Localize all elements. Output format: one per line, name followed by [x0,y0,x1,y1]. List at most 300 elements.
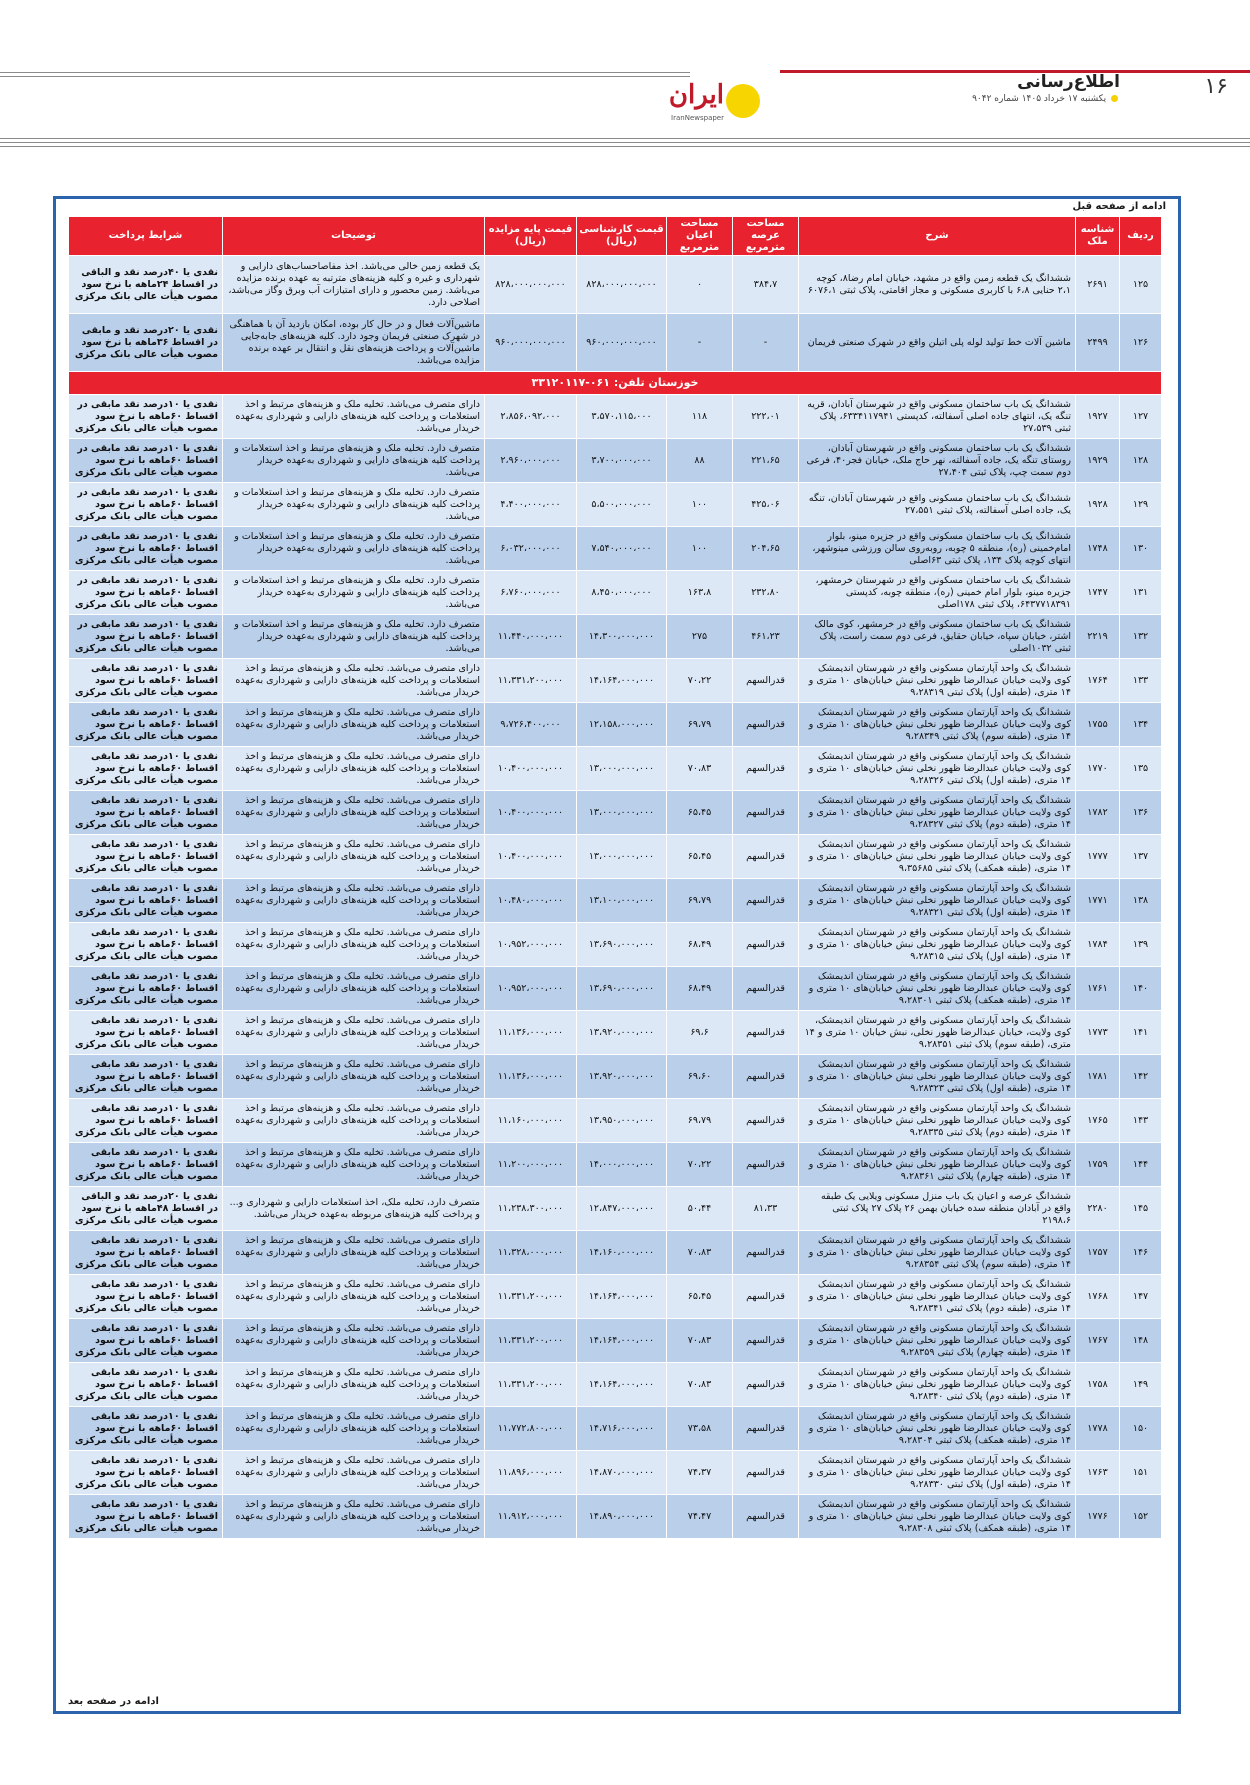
cell-desc: ششدانگ یک واحد آپارتمان مسکونی واقع در شهرستان اندیمشک کوی ولایت خیابان عبدالرضا ظهور نخلی نبش خیابان‌های ۱۰ متری و ۱۴ متری، (طبقه دوم) پلاک ثبتی ۹،۲۸۳۴۱ [799,1275,1076,1319]
table-body [69,256,1162,1539]
cell-expert: ۱۴،۳۰۰،۰۰۰،۰۰۰ [577,615,667,659]
cell-land: ۲۲۲،۰۱ [733,395,799,439]
section-header [972,72,1120,104]
cell-id: ۱۷۷۰ [1076,747,1120,791]
cell-desc: ششدانگ یک واحد آپارتمان مسکونی واقع در شهرستان اندیمشک کوی ولایت خیابان عبدالرضا ظهور نخلی نبش خیابان‌های ۱۰ متری و ۱۴ متری، (طبقه اول) پلاک ثبتی ۹،۲۸۳۳۰ [799,1451,1076,1495]
table-row [69,314,1162,372]
cell-land: قدرالسهم [733,1275,799,1319]
cell-expert: ۱۳،۹۲۰،۰۰۰،۰۰۰ [577,1055,667,1099]
cell-desc: ششدانگ یک باب ساختمان مسکونی واقع در شهرستان آبادان، تنگه یک، جاده اصلی آسفالته، پلاک ثبتی ۲۷،۵۵۱ [799,483,1076,527]
cell-note: دارای متصرف می‌باشد. تخلیه ملک و هزینه‌های مرتبط و اخذ استعلامات و پرداخت کلیه هزینه‌های دارایی و شهرداری به‌عهده خریدار می‌باشد. [223,879,485,923]
top-rule [0,76,690,77]
cell-building: ۶۹،۷۹ [667,703,733,747]
cell-base: ۹۶۰،۰۰۰،۰۰۰،۰۰۰ [485,314,577,372]
cell-base: ۱۱،۱۳۶،۰۰۰،۰۰۰ [485,1055,577,1099]
header-rule [0,138,1250,139]
header-rule [0,142,1250,143]
cell-note: دارای متصرف می‌باشد. تخلیه ملک و هزینه‌های مرتبط و اخذ استعلامات و پرداخت کلیه هزینه‌های دارایی و شهرداری به‌عهده خریدار می‌باشد. [223,395,485,439]
cell-pay: نقدی یا ۱۰درصد نقد مابقی در اقساط ۶۰ماهه با نرخ سود مصوب هیأت عالی بانک مرکزی [69,395,223,439]
cell-id: ۱۷۴۸ [1076,527,1120,571]
cell-base: ۹،۷۲۶،۴۰۰،۰۰۰ [485,703,577,747]
cell-desc: ششدانگ عرصه و اعیان یک باب منزل مسکونی ویلایی یک طبقه واقع در آبادان منطقه سده خیابان بهمن ۲۶ پلاک ۲۷ پلاک ثبتی ۲۱۹۸،۶ [799,1187,1076,1231]
cell-pay: نقدی یا ۱۰درصد نقد مابقی اقساط ۶۰ماهه با نرخ سود مصوب هیأت عالی بانک مرکزی [69,1231,223,1275]
cell-desc: ششدانگ یک باب ساختمان مسکونی واقع در جزیره مینو، بلوار امام‌خمینی (ره)، منطقه ۵ چوبه، روبه‌روی سالن ورزشی مینوشهر، انتهای کوچه پلاک ۱۳۴، پلاک ثبتی ۶۳اصلی [799,527,1076,571]
cell-desc: ششدانگ یک واحد آپارتمان مسکونی واقع در شهرستان اندیمشک کوی ولایت خیابان عبدالرضا ظهور نخلی نبش خیابان‌های ۱۰ متری و ۱۴ متری، (طبقه چهارم) پلاک ثبتی ۹،۲۸۳۶۱ [799,1143,1076,1187]
cell-id: ۱۹۲۹ [1076,439,1120,483]
section-title: اطلاع‌رسانی [1017,72,1120,92]
cell-pay: نقدی یا ۱۰درصد نقد مابقی اقساط ۶۰ماهه با نرخ سود مصوب هیأت عالی بانک مرکزی [69,659,223,703]
cell-land: قدرالسهم [733,1055,799,1099]
cell-pay: نقدی یا ۱۰درصد نقد مابقی اقساط ۶۰ماهه با نرخ سود مصوب هیأت عالی بانک مرکزی [69,747,223,791]
continued-to-note: ادامه در صفحه بعد [68,1696,159,1707]
cell-pay: نقدی یا ۱۰درصد نقد مابقی اقساط ۶۰ماهه با نرخ سود مصوب هیأت عالی بانک مرکزی [69,967,223,1011]
cell-building: ۶۸،۴۹ [667,967,733,1011]
cell-building: ۷۴،۳۷ [667,1451,733,1495]
cell-desc: ششدانگ یک واحد آپارتمان مسکونی واقع در شهرستان اندیمشک کوی ولایت خیابان عبدالرضا ظهور نخلی نبش خیابان‌های ۱۰ متری و ۱۴ متری، (طبقه دوم) پلاک ثبتی ۹،۲۸۳۴۰ [799,1363,1076,1407]
cell-expert: ۹۶۰،۰۰۰،۰۰۰،۰۰۰ [577,314,667,372]
cell-id: ۱۷۷۳ [1076,1011,1120,1055]
cell-no: ۱۴۰ [1120,967,1162,1011]
cell-building: ۷۰،۲۲ [667,1143,733,1187]
cell-desc: ششدانگ یک واحد آپارتمان مسکونی واقع در شهرستان اندیمشک کوی ولایت خیابان عبدالرضا ظهور نخلی نبش خیابان‌های ۱۰ متری و ۱۴ متری، (طبقه اول) پلاک ثبتی ۹،۲۸۳۲۱ [799,879,1076,923]
cell-id: ۱۷۷۶ [1076,1495,1120,1539]
cell-desc: ششدانگ یک باب ساختمان مسکونی واقع در شهرستان آبادان، روستای تنگه یک، جاده آسفالته، نهر حاج ملک، خیابان فجر۴۰، فرعی دوم سمت چپ، پلاک ثبتی ۲۷،۴۰۴ [799,439,1076,483]
cell-pay: نقدی یا ۲۰درصد نقد و الباقی در اقساط ۴۸ماهه با نرخ سود مصوب هیأت عالی بانک مرکزی [69,1187,223,1231]
cell-expert: ۱۳،۹۲۰،۰۰۰،۰۰۰ [577,1011,667,1055]
cell-land: قدرالسهم [733,923,799,967]
page-number: ۱۶ [1204,74,1228,99]
cell-desc: ششدانگ یک واحد آپارتمان مسکونی واقع در شهرستان اندیمشک کوی ولایت خیابان عبدالرضا ظهور نخلی نبش خیابان‌های ۱۰ متری و ۱۴ متری، (طبقه چهارم) پلاک ثبتی ۹،۲۸۳۵۹ [799,1319,1076,1363]
table-header-row [69,217,1162,256]
cell-desc: ششدانگ یک واحد آپارتمان مسکونی واقع در شهرستان اندیمشک کوی ولایت خیابان عبدالرضا ظهور نخلی نبش خیابان‌های ۱۰ متری و ۱۴ متری، (طبقه دوم) پلاک ثبتی ۹،۲۸۳۲۷ [799,791,1076,835]
cell-building: ۷۰،۸۳ [667,1231,733,1275]
cell-building: ۸۸ [667,439,733,483]
cell-building: ۷۰،۸۳ [667,1363,733,1407]
col-header: قیمت پایه مزایده (ریال) [485,217,577,256]
cell-base: ۱۱،۱۳۶،۰۰۰،۰۰۰ [485,1011,577,1055]
cell-desc: ششدانگ یک باب ساختمان مسکونی واقع در شهرستان خرمشهر، جزیره مینو، بلوار امام خمینی (ره)، منطقه چوبه، کدپستی ۶۴۳۷۷۱۸۳۹۱، پلاک ثبتی ۱۷۸اصلی [799,571,1076,615]
cell-base: ۱۰،۹۵۲،۰۰۰،۰۰۰ [485,923,577,967]
cell-expert: ۱۳،۰۰۰،۰۰۰،۰۰۰ [577,747,667,791]
cell-land: ۳۸۴،۷ [733,256,799,314]
cell-building: ۷۳،۵۸ [667,1407,733,1451]
cell-no: ۱۴۹ [1120,1363,1162,1407]
cell-note: دارای متصرف می‌باشد. تخلیه ملک و هزینه‌های مرتبط و اخذ استعلامات و پرداخت کلیه هزینه‌های دارایی و شهرداری به‌عهده خریدار می‌باشد. [223,1407,485,1451]
cell-note: متصرف دارد. تخلیه ملک و هزینه‌های مرتبط و اخذ استعلامات و پرداخت کلیه هزینه‌های دارایی و شهرداری به‌عهده خریدار می‌باشد. [223,483,485,527]
cell-expert: ۱۴،۸۷۰،۰۰۰،۰۰۰ [577,1451,667,1495]
top-rule [0,72,690,73]
cell-building: ۷۴،۴۷ [667,1495,733,1539]
cell-pay: نقدی یا ۱۰درصد نقد مابقی در اقساط ۶۰ماهه با نرخ سود مصوب هیأت عالی بانک مرکزی [69,571,223,615]
cell-expert: ۱۴،۱۶۴،۰۰۰،۰۰۰ [577,1363,667,1407]
cell-id: ۱۷۵۹ [1076,1143,1120,1187]
cell-no: ۱۳۶ [1120,791,1162,835]
cell-base: ۱۰،۴۸۰،۰۰۰،۰۰۰ [485,879,577,923]
cell-note: دارای متصرف می‌باشد. تخلیه ملک و هزینه‌های مرتبط و اخذ استعلامات و پرداخت کلیه هزینه‌های دارایی و شهرداری به‌عهده خریدار می‌باشد. [223,791,485,835]
cell-id: ۱۷۶۳ [1076,1451,1120,1495]
cell-id: ۱۷۸۱ [1076,1055,1120,1099]
cell-note: دارای متصرف می‌باشد. تخلیه ملک و هزینه‌های مرتبط و اخذ استعلامات و پرداخت کلیه هزینه‌های دارایی و شهرداری به‌عهده خریدار می‌باشد. [223,1319,485,1363]
cell-no: ۱۳۵ [1120,747,1162,791]
cell-no: ۱۵۱ [1120,1451,1162,1495]
cell-note: متصرف دارد، تخلیه ملک، اخذ استعلامات دارایی و شهرداری و... و پرداخت کلیه هزینه‌های مربوطه به‌عهده خریدار می‌باشد. [223,1187,485,1231]
logo-text: ایران [668,80,724,110]
table-row [69,395,1162,439]
col-header: مساحت اعیان مترمربع [667,217,733,256]
table-row [69,1143,1162,1187]
col-header: مساحت عرصه مترمربع [733,217,799,256]
cell-id: ۲۲۸۰ [1076,1187,1120,1231]
cell-base: ۱۱،۳۳۱،۲۰۰،۰۰۰ [485,1319,577,1363]
cell-no: ۱۴۸ [1120,1319,1162,1363]
cell-pay: نقدی یا ۱۰درصد نقد مابقی در اقساط ۶۰ماهه با نرخ سود مصوب هیأت عالی بانک مرکزی [69,527,223,571]
cell-base: ۱۱،۳۳۱،۲۰۰،۰۰۰ [485,659,577,703]
cell-building: ۵۰،۴۴ [667,1187,733,1231]
cell-note: دارای متصرف می‌باشد. تخلیه ملک و هزینه‌های مرتبط و اخذ استعلامات و پرداخت کلیه هزینه‌های دارایی و شهرداری به‌عهده خریدار می‌باشد. [223,659,485,703]
cell-no: ۱۴۲ [1120,1055,1162,1099]
cell-land: قدرالسهم [733,1451,799,1495]
cell-note: ماشین‌آلات فعال و در حال کار بوده، امکان بازدید آن با هماهنگی در شهرک صنعتی فریمان وجود دارد. کلیه هزینه‌های جابه‌جایی ماشین‌آلات و پرداخت هزینه‌های نقل و انتقال بر عهده برنده مزایده می‌باشد. [223,314,485,372]
table-row [69,1275,1162,1319]
cell-base: ۱۰،۴۰۰،۰۰۰،۰۰۰ [485,791,577,835]
cell-desc: ششدانگ یک واحد آپارتمان مسکونی واقع در شهرستان اندیمشک کوی ولایت خیابان عبدالرضا ظهور نخلی نبش خیابان‌های ۱۰ متری و ۱۴ متری، (طبقه همکف) پلاک ثبتی ۹،۲۸۳۰۸ [799,1495,1076,1539]
cell-note: متصرف دارد. تخلیه ملک و هزینه‌های مرتبط و اخذ استعلامات و پرداخت کلیه هزینه‌های دارایی و شهرداری به‌عهده خریدار می‌باشد. [223,439,485,483]
cell-base: ۱۱،۱۶۰،۰۰۰،۰۰۰ [485,1099,577,1143]
cell-desc: ششدانگ یک باب ساختمان مسکونی واقع در خرمشهر، کوی مالک اشتر، خیابان سپاه، خیابان حقایق، فرعی دوم سمت راست، پلاک ثبتی ۱۰۳۲اصلی [799,615,1076,659]
cell-pay: نقدی یا ۲۰درصد نقد و مابقی در اقساط ۳۶ماهه با نرخ سود مصوب هیأت عالی بانک مرکزی [69,314,223,372]
cell-id: ۱۹۲۸ [1076,483,1120,527]
cell-land: ۴۶۱،۲۳ [733,615,799,659]
cell-land: ۲۳۲،۸۰ [733,571,799,615]
table-row [69,1055,1162,1099]
cell-note: متصرف دارد. تخلیه ملک و هزینه‌های مرتبط و اخذ استعلامات و پرداخت کلیه هزینه‌های دارایی و شهرداری به‌عهده خریدار می‌باشد. [223,527,485,571]
cell-pay: نقدی یا ۴۰درصد نقد و الباقی در اقساط ۲۴ماهه با نرخ سود مصوب هیأت عالی بانک مرکزی [69,256,223,314]
cell-expert: ۱۴،۷۱۶،۰۰۰،۰۰۰ [577,1407,667,1451]
table-row [69,1495,1162,1539]
cell-id: ۱۷۵۸ [1076,1363,1120,1407]
cell-no: ۱۲۶ [1120,314,1162,372]
cell-no: ۱۲۷ [1120,395,1162,439]
col-header: شرایط پرداخت [69,217,223,256]
cell-land: قدرالسهم [733,1495,799,1539]
cell-base: ۱۱،۲۳۸،۳۰۰،۰۰۰ [485,1187,577,1231]
cell-no: ۱۲۸ [1120,439,1162,483]
cell-base: ۱۰،۴۰۰،۰۰۰،۰۰۰ [485,747,577,791]
cell-land: قدرالسهم [733,835,799,879]
cell-base: ۲،۹۶۰،۰۰۰،۰۰۰ [485,439,577,483]
cell-building: ۷۰،۸۳ [667,1319,733,1363]
cell-no: ۱۳۱ [1120,571,1162,615]
cell-base: ۱۱،۳۳۱،۲۰۰،۰۰۰ [485,1363,577,1407]
cell-land: قدرالسهم [733,1011,799,1055]
cell-building: ۱۱۸ [667,395,733,439]
table-row [69,615,1162,659]
cell-desc: ششدانگ یک واحد آپارتمان مسکونی واقع در شهرستان اندیمشک کوی ولایت خیابان عبدالرضا ظهور نخلی نبش خیابان‌های ۱۰ متری و ۱۴ متری، (طبقه اول) پلاک ثبتی ۹،۲۸۳۱۵ [799,923,1076,967]
cell-note: یک قطعه زمین خالی می‌باشد. اخذ مفاصاحساب‌های دارایی و شهرداری و غیره و کلیه هزینه‌های مترتبه به عهده برنده مزایده می‌باشد. زمین محصور و دارای امتیازات آب وبرق وگاز می‌باشد، اصلاحی دارد. [223,256,485,314]
cell-base: ۸۲۸،۰۰۰،۰۰۰،۰۰۰ [485,256,577,314]
cell-id: ۱۷۶۵ [1076,1099,1120,1143]
cell-desc: ششدانگ یک واحد آپارتمان مسکونی واقع در شهرستان اندیمشک کوی ولایت خیابان عبدالرضا ظهور نخلی نبش خیابان‌های ۱۰ متری و ۱۴ متری، (طبقه دوم) پلاک ثبتی ۹،۲۸۳۳۵ [799,1099,1076,1143]
table-row [69,791,1162,835]
cell-desc: ششدانگ یک واحد آپارتمان مسکونی واقع در شهرستان اندیمشک کوی ولایت خیابان عبدالرضا ظهور نخلی نبش خیابان‌های ۱۰ متری و ۱۴ متری، (طبقه سوم) پلاک ثبتی ۹،۲۸۳۵۴ [799,1231,1076,1275]
cell-building: ۲۷۵ [667,615,733,659]
date-line: یکشنبه ۱۷ خرداد ۱۴۰۵ شماره ۹۰۴۲ [972,94,1120,104]
table-row [69,1363,1162,1407]
cell-land: ۸۱،۳۳ [733,1187,799,1231]
cell-note: دارای متصرف می‌باشد. تخلیه ملک و هزینه‌های مرتبط و اخذ استعلامات و پرداخت کلیه هزینه‌های دارایی و شهرداری به‌عهده خریدار می‌باشد. [223,1495,485,1539]
logo-subtitle: IranNewspaper [671,114,724,122]
cell-expert: ۱۴،۱۶۰،۰۰۰،۰۰۰ [577,1231,667,1275]
cell-no: ۱۳۸ [1120,879,1162,923]
table-row [69,1319,1162,1363]
col-header: شناسه ملک [1076,217,1120,256]
table-row [69,527,1162,571]
table-row [69,439,1162,483]
table-row [69,1011,1162,1055]
cell-no: ۱۳۲ [1120,615,1162,659]
cell-base: ۶،۰۳۲،۰۰۰،۰۰۰ [485,527,577,571]
cell-expert: ۵،۵۰۰،۰۰۰،۰۰۰ [577,483,667,527]
cell-id: ۱۷۵۷ [1076,1231,1120,1275]
cell-land: ۴۲۵،۰۶ [733,483,799,527]
cell-id: ۱۷۷۸ [1076,1407,1120,1451]
cell-id: ۱۷۴۷ [1076,571,1120,615]
cell-land: قدرالسهم [733,659,799,703]
cell-base: ۴،۴۰۰،۰۰۰،۰۰۰ [485,483,577,527]
cell-pay: نقدی یا ۱۰درصد نقد مابقی در اقساط ۶۰ماهه با نرخ سود مصوب هیأت عالی بانک مرکزی [69,483,223,527]
cell-pay: نقدی یا ۱۰درصد نقد مابقی اقساط ۶۰ماهه با نرخ سود مصوب هیأت عالی بانک مرکزی [69,923,223,967]
cell-expert: ۱۴،۱۶۴،۰۰۰،۰۰۰ [577,1319,667,1363]
cell-land: قدرالسهم [733,1143,799,1187]
cell-land: قدرالسهم [733,967,799,1011]
cell-base: ۱۱،۸۹۶،۰۰۰،۰۰۰ [485,1451,577,1495]
cell-no: ۱۲۹ [1120,483,1162,527]
cell-desc: ششدانگ یک واحد آپارتمان مسکونی واقع در شهرستان اندیمشک کوی ولایت خیابان عبدالرضا ظهور نخلی نبش خیابان‌های ۱۰ متری و ۱۴ متری، (طبقه همکف) پلاک ثبتی ۹،۲۸۳۰۱ [799,967,1076,1011]
cell-expert: ۱۴،۱۶۴،۰۰۰،۰۰۰ [577,1275,667,1319]
table-row [69,1231,1162,1275]
table-row [69,483,1162,527]
cell-expert: ۸۲۸،۰۰۰،۰۰۰،۰۰۰ [577,256,667,314]
cell-base: ۱۱،۲۰۰،۰۰۰،۰۰۰ [485,1143,577,1187]
cell-expert: ۱۴،۱۶۴،۰۰۰،۰۰۰ [577,659,667,703]
cell-no: ۱۳۴ [1120,703,1162,747]
cell-land: قدرالسهم [733,1099,799,1143]
table-row [69,1099,1162,1143]
cell-building: - [667,314,733,372]
table-row [69,879,1162,923]
cell-note: دارای متصرف می‌باشد. تخلیه ملک و هزینه‌های مرتبط و اخذ استعلامات و پرداخت کلیه هزینه‌های دارایی و شهرداری به‌عهده خریدار می‌باشد. [223,1363,485,1407]
cell-id: ۲۴۹۹ [1076,314,1120,372]
table-row [69,256,1162,314]
cell-note: دارای متصرف می‌باشد. تخلیه ملک و هزینه‌های مرتبط و اخذ استعلامات و پرداخت کلیه هزینه‌های دارایی و شهرداری به‌عهده خریدار می‌باشد. [223,1055,485,1099]
cell-base: ۶،۷۶۰،۰۰۰،۰۰۰ [485,571,577,615]
cell-base: ۱۱،۳۲۸،۰۰۰،۰۰۰ [485,1231,577,1275]
cell-expert: ۱۳،۰۰۰،۰۰۰،۰۰۰ [577,791,667,835]
cell-pay: نقدی یا ۱۰درصد نقد مابقی در اقساط ۶۰ماهه با نرخ سود مصوب هیأت عالی بانک مرکزی [69,439,223,483]
cell-no: ۱۴۶ [1120,1231,1162,1275]
cell-note: متصرف دارد. تخلیه ملک و هزینه‌های مرتبط و اخذ استعلامات و پرداخت کلیه هزینه‌های دارایی و شهرداری به‌عهده خریدار می‌باشد. [223,615,485,659]
cell-expert: ۱۳،۹۵۰،۰۰۰،۰۰۰ [577,1099,667,1143]
cell-note: دارای متصرف می‌باشد. تخلیه ملک و هزینه‌های مرتبط و اخذ استعلامات و پرداخت کلیه هزینه‌های دارایی و شهرداری به‌عهده خریدار می‌باشد. [223,1451,485,1495]
cell-base: ۲،۸۵۶،۰۹۲،۰۰۰ [485,395,577,439]
cell-building: ۱۶۳،۸ [667,571,733,615]
cell-expert: ۱۳،۰۰۰،۰۰۰،۰۰۰ [577,835,667,879]
cell-pay: نقدی یا ۱۰درصد نقد مابقی اقساط ۶۰ماهه با نرخ سود مصوب هیأت عالی بانک مرکزی [69,879,223,923]
col-header: توضیحات [223,217,485,256]
auction-table [68,216,1162,1539]
cell-no: ۱۵۰ [1120,1407,1162,1451]
auction-notice-frame [53,196,1181,1714]
cell-desc: ششدانگ یک واحد آپارتمان مسکونی واقع در شهرستان اندیمشک کوی ولایت خیابان عبدالرضا ظهور نخلی نبش خیابان‌های ۱۰ متری و ۱۴ متری، (طبقه همکف) پلاک ثبتی ۹،۳۵۶۸۵ [799,835,1076,879]
cell-pay: نقدی یا ۱۰درصد نقد مابقی اقساط ۶۰ماهه با نرخ سود مصوب هیأت عالی بانک مرکزی [69,1275,223,1319]
dot-icon [1111,95,1118,102]
continued-from-note: ادامه از صفحه قبل [1072,201,1166,212]
cell-desc: ششدانگ یک واحد آپارتمان مسکونی واقع در شهرستان اندیمشک کوی ولایت خیابان عبدالرضا ظهور نخلی نبش خیابان‌های ۱۰ متری و ۱۴ متری، (طبقه همکف) پلاک ثبتی ۹،۲۸۳۰۴ [799,1407,1076,1451]
cell-no: ۱۴۵ [1120,1187,1162,1231]
cell-no: ۱۴۳ [1120,1099,1162,1143]
cell-expert: ۸،۴۵۰،۰۰۰،۰۰۰ [577,571,667,615]
cell-building: ۶۹،۶ [667,1011,733,1055]
table-row [69,659,1162,703]
cell-no: ۱۵۲ [1120,1495,1162,1539]
cell-pay: نقدی یا ۱۰درصد نقد مابقی اقساط ۶۰ماهه با نرخ سود مصوب هیأت عالی بانک مرکزی [69,1055,223,1099]
cell-land: قدرالسهم [733,1407,799,1451]
col-header: ردیف [1120,217,1162,256]
cell-building: ۰ [667,256,733,314]
cell-pay: نقدی یا ۱۰درصد نقد مابقی در اقساط ۶۰ماهه با نرخ سود مصوب هیأت عالی بانک مرکزی [69,615,223,659]
cell-note: دارای متصرف می‌باشد. تخلیه ملک و هزینه‌های مرتبط و اخذ استعلامات و پرداخت کلیه هزینه‌های دارایی و شهرداری به‌عهده خریدار می‌باشد. [223,1231,485,1275]
cell-no: ۱۳۹ [1120,923,1162,967]
cell-note: دارای متصرف می‌باشد. تخلیه ملک و هزینه‌های مرتبط و اخذ استعلامات و پرداخت کلیه هزینه‌های دارایی و شهرداری به‌عهده خریدار می‌باشد. [223,923,485,967]
cell-no: ۱۲۵ [1120,256,1162,314]
cell-land: - [733,314,799,372]
cell-pay: نقدی یا ۱۰درصد نقد مابقی اقساط ۶۰ماهه با نرخ سود مصوب هیأت عالی بانک مرکزی [69,1143,223,1187]
cell-base: ۱۱،۷۷۲،۸۰۰،۰۰۰ [485,1407,577,1451]
cell-id: ۱۷۷۷ [1076,835,1120,879]
cell-building: ۶۵،۴۵ [667,791,733,835]
cell-desc: ششدانگ یک واحد آپارتمان مسکونی واقع در شهرستان اندیمشک کوی ولایت خیابان عبدالرضا ظهور نخلی نبش خیابان‌های ۱۰ متری و ۱۴ متری، (طبقه اول) پلاک ثبتی ۹،۲۸۳۲۳ [799,1055,1076,1099]
cell-pay: نقدی یا ۱۰درصد نقد مابقی اقساط ۶۰ماهه با نرخ سود مصوب هیأت عالی بانک مرکزی [69,1099,223,1143]
cell-pay: نقدی یا ۱۰درصد نقد مابقی اقساط ۶۰ماهه با نرخ سود مصوب هیأت عالی بانک مرکزی [69,1407,223,1451]
cell-land: قدرالسهم [733,1231,799,1275]
cell-id: ۲۶۹۱ [1076,256,1120,314]
table-row [69,835,1162,879]
cell-id: ۱۷۶۴ [1076,659,1120,703]
cell-building: ۷۰،۸۳ [667,747,733,791]
cell-building: ۶۹،۷۹ [667,1099,733,1143]
cell-id: ۱۹۲۷ [1076,395,1120,439]
cell-desc: ششدانگ یک واحد آپارتمان مسکونی واقع در شهرستان اندیمشک کوی ولایت خیابان عبدالرضا ظهور نخلی نبش خیابان‌های ۱۰ متری و ۱۴ متری، (طبقه اول) پلاک ثبتی ۹،۲۸۳۱۹ [799,659,1076,703]
cell-desc: ششدانگ یک قطعه زمین واقع در مشهد، خیابان امام رضا۸، کوچه ۲،۱ حنایی ۶،۸ با کاربری مسکونی و مجاز اقامتی، پلاک ثبتی ۶۰۷۶،۱ [799,256,1076,314]
cell-pay: نقدی یا ۱۰درصد نقد مابقی اقساط ۶۰ماهه با نرخ سود مصوب هیأت عالی بانک مرکزی [69,791,223,835]
cell-expert: ۱۲،۸۴۷،۰۰۰،۰۰۰ [577,1187,667,1231]
cell-pay: نقدی یا ۱۰درصد نقد مابقی اقساط ۶۰ماهه با نرخ سود مصوب هیأت عالی بانک مرکزی [69,1319,223,1363]
cell-building: ۱۰۰ [667,527,733,571]
cell-expert: ۱۳،۱۰۰،۰۰۰،۰۰۰ [577,879,667,923]
cell-base: ۱۱،۳۳۱،۲۰۰،۰۰۰ [485,1275,577,1319]
newspaper-logo [660,78,760,126]
cell-base: ۱۱،۴۴۰،۰۰۰،۰۰۰ [485,615,577,659]
cell-desc: ششدانگ یک واحد آپارتمان مسکونی واقع در شهرستان اندیمشک، کوی ولایت، خیابان عبدالرضا ظهور نخلی، نبش خیابان ۱۰ متری و ۱۴ متری، (طبقه سوم) پلاک ثبتی ۹،۲۸۳۵۱ [799,1011,1076,1055]
cell-no: ۱۴۱ [1120,1011,1162,1055]
cell-land: قدرالسهم [733,879,799,923]
cell-note: دارای متصرف می‌باشد. تخلیه ملک و هزینه‌های مرتبط و اخذ استعلامات و پرداخت کلیه هزینه‌های دارایی و شهرداری به‌عهده خریدار می‌باشد. [223,747,485,791]
sun-icon [726,84,760,118]
cell-pay: نقدی یا ۱۰درصد نقد مابقی اقساط ۶۰ماهه با نرخ سود مصوب هیأت عالی بانک مرکزی [69,703,223,747]
cell-building: ۶۵،۴۵ [667,1275,733,1319]
cell-building: ۷۰،۲۲ [667,659,733,703]
cell-expert: ۱۴،۰۰۰،۰۰۰،۰۰۰ [577,1143,667,1187]
table-row [69,967,1162,1011]
table-row [69,747,1162,791]
cell-pay: نقدی یا ۱۰درصد نقد مابقی اقساط ۶۰ماهه با نرخ سود مصوب هیأت عالی بانک مرکزی [69,1495,223,1539]
cell-note: دارای متصرف می‌باشد. تخلیه ملک و هزینه‌های مرتبط و اخذ استعلامات و پرداخت کلیه هزینه‌های دارایی و شهرداری به‌عهده خریدار می‌باشد. [223,1275,485,1319]
cell-expert: ۱۳،۶۹۰،۰۰۰،۰۰۰ [577,923,667,967]
cell-land: قدرالسهم [733,1319,799,1363]
cell-id: ۱۷۵۵ [1076,703,1120,747]
cell-id: ۱۷۶۷ [1076,1319,1120,1363]
cell-no: ۱۴۴ [1120,1143,1162,1187]
cell-expert: ۷،۵۴۰،۰۰۰،۰۰۰ [577,527,667,571]
table-row [69,571,1162,615]
cell-land: قدرالسهم [733,747,799,791]
cell-no: ۱۴۷ [1120,1275,1162,1319]
cell-expert: ۱۳،۶۹۰،۰۰۰،۰۰۰ [577,967,667,1011]
cell-pay: نقدی یا ۱۰درصد نقد مابقی اقساط ۶۰ماهه با نرخ سود مصوب هیأت عالی بانک مرکزی [69,1363,223,1407]
cell-id: ۱۷۸۴ [1076,923,1120,967]
cell-id: ۱۷۶۸ [1076,1275,1120,1319]
cell-id: ۱۷۸۲ [1076,791,1120,835]
cell-expert: ۳،۵۷۰،۱۱۵،۰۰۰ [577,395,667,439]
cell-building: ۶۵،۴۵ [667,835,733,879]
cell-pay: نقدی یا ۱۰درصد نقد مابقی اقساط ۶۰ماهه با نرخ سود مصوب هیأت عالی بانک مرکزی [69,1011,223,1055]
region-heading: خوزستان تلفن: ۰۶۱-۳۳۱۲۰۱۱۷ [69,372,1162,395]
cell-desc: ماشین آلات خط تولید لوله پلی اتیلن واقع در شهرک صنعتی فریمان [799,314,1076,372]
region-row [69,372,1162,395]
cell-pay: نقدی یا ۱۰درصد نقد مابقی اقساط ۶۰ماهه با نرخ سود مصوب هیأت عالی بانک مرکزی [69,1451,223,1495]
cell-id: ۱۷۶۱ [1076,967,1120,1011]
cell-land: ۲۰۴،۶۵ [733,527,799,571]
cell-land: ۲۲۱،۶۵ [733,439,799,483]
cell-building: ۶۹،۷۹ [667,879,733,923]
table-row [69,1407,1162,1451]
cell-note: دارای متصرف می‌باشد. تخلیه ملک و هزینه‌های مرتبط و اخذ استعلامات و پرداخت کلیه هزینه‌های دارایی و شهرداری به‌عهده خریدار می‌باشد. [223,703,485,747]
cell-desc: ششدانگ یک واحد آپارتمان مسکونی واقع در شهرستان اندیمشک کوی ولایت خیابان عبدالرضا ظهور نخلی نبش خیابان‌های ۱۰ متری و ۱۴ متری، (طبقه اول) پلاک ثبتی ۹،۲۸۳۲۶ [799,747,1076,791]
cell-building: ۶۹،۶۰ [667,1055,733,1099]
cell-desc: ششدانگ یک واحد آپارتمان مسکونی واقع در شهرستان اندیمشک کوی ولایت خیابان عبدالرضا ظهور نخلی نبش خیابان‌های ۱۰ متری و ۱۴ متری، (طبقه سوم) پلاک ثبتی ۹،۲۸۳۴۹ [799,703,1076,747]
cell-note: دارای متصرف می‌باشد. تخلیه ملک و هزینه‌های مرتبط و اخذ استعلامات و پرداخت کلیه هزینه‌های دارایی و شهرداری به‌عهده خریدار می‌باشد. [223,835,485,879]
header-rule [0,146,1250,147]
cell-desc: ششدانگ یک باب ساختمان مسکونی واقع در شهرستان آبادان، قریه تنگه یک، انتهای جاده اصلی آسفالته، کدپستی ۶۳۳۴۱۱۷۹۴۱، پلاک ثبتی ۲۷،۵۳۹ [799,395,1076,439]
cell-land: قدرالسهم [733,1363,799,1407]
cell-expert: ۱۴،۸۹۰،۰۰۰،۰۰۰ [577,1495,667,1539]
cell-base: ۱۰،۹۵۲،۰۰۰،۰۰۰ [485,967,577,1011]
table-row [69,1187,1162,1231]
cell-note: دارای متصرف می‌باشد. تخلیه ملک و هزینه‌های مرتبط و اخذ استعلامات و پرداخت کلیه هزینه‌های دارایی و شهرداری به‌عهده خریدار می‌باشد. [223,1099,485,1143]
table-row [69,1451,1162,1495]
col-header: قیمت کارشناسی (ریال) [577,217,667,256]
cell-id: ۲۲۱۹ [1076,615,1120,659]
cell-pay: نقدی یا ۱۰درصد نقد مابقی اقساط ۶۰ماهه با نرخ سود مصوب هیأت عالی بانک مرکزی [69,835,223,879]
cell-no: ۱۳۳ [1120,659,1162,703]
cell-note: دارای متصرف می‌باشد. تخلیه ملک و هزینه‌های مرتبط و اخذ استعلامات و پرداخت کلیه هزینه‌های دارایی و شهرداری به‌عهده خریدار می‌باشد. [223,1011,485,1055]
cell-no: ۱۳۰ [1120,527,1162,571]
col-header: شرح [799,217,1076,256]
cell-base: ۱۱،۹۱۲،۰۰۰،۰۰۰ [485,1495,577,1539]
cell-expert: ۱۲،۱۵۸،۰۰۰،۰۰۰ [577,703,667,747]
table-row [69,703,1162,747]
cell-note: دارای متصرف می‌باشد. تخلیه ملک و هزینه‌های مرتبط و اخذ استعلامات و پرداخت کلیه هزینه‌های دارایی و شهرداری به‌عهده خریدار می‌باشد. [223,1143,485,1187]
